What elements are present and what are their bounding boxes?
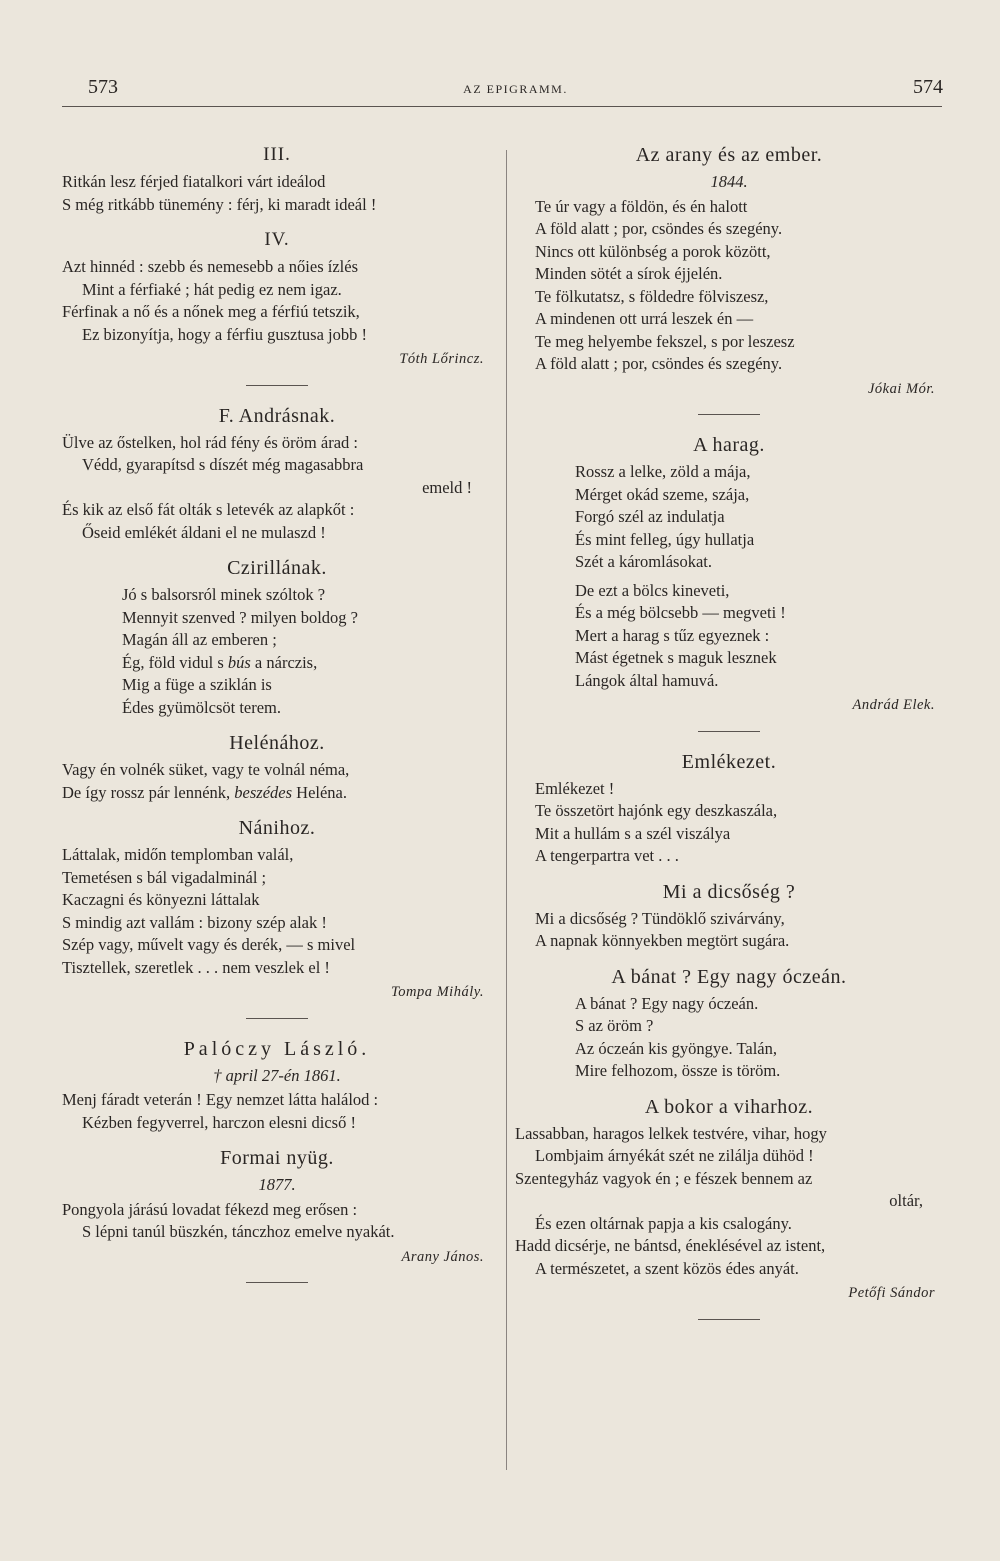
poem-line: Szép vagy, művelt vagy és derék, — s mivel	[62, 935, 356, 954]
poem-line: Mérget okád szeme, szája,	[575, 484, 750, 504]
poem-line: Szentegyház vagyok én ; e fészek bennem az	[515, 1168, 813, 1188]
poem-line-part: Heléna.	[296, 782, 348, 802]
emphasized-word: bús	[227, 652, 251, 672]
poem-line: Mert a harag s tűz egyeznek :	[575, 625, 770, 645]
poem-line: Az óczeán kis gyöngye. Talán,	[575, 1038, 777, 1058]
page-number-right: 574	[913, 76, 943, 98]
poem-title: F. Andrásnak.	[218, 404, 336, 427]
poem-line-part: a nárczis,	[254, 652, 318, 672]
poem	[62, 584, 492, 719]
poem-line: A tengerpartra vet . . .	[535, 846, 679, 865]
poem-line: A mindenen ott urrá leszek én —	[535, 309, 754, 328]
poem	[62, 1089, 492, 1134]
section-heading: III.	[263, 144, 291, 165]
poem-subtitle: † april 27-én 1861.	[213, 1065, 341, 1085]
poem-line: Hadd dicsérje, ne bántsd, éneklésével az istent,	[515, 1236, 826, 1255]
poem-subtitle: 1877.	[258, 1175, 296, 1194]
poem-line: Magán áll az emberen ;	[122, 630, 277, 649]
poem-line: Te fölkutatsz, s földedre fölviszesz,	[535, 286, 769, 306]
poem-line: S még ritkább tünemény : férj, ki maradt ideál !	[62, 194, 377, 214]
poem-line: Mit a hullám s a szél viszálya	[535, 823, 731, 843]
poem-line: Nincs ott különbség a porok között,	[535, 241, 771, 261]
poem-line: Férfinak a nő és a nőnek meg a férfiú tetszik,	[62, 302, 360, 321]
running-title: AZ EPIGRAMM.	[463, 82, 568, 96]
poem	[515, 461, 943, 692]
poem-line: A bánat ? Egy nagy óczeán.	[575, 993, 759, 1013]
poem-author: Andrád Elek.	[852, 697, 935, 713]
poem-subtitle: 1844.	[710, 172, 748, 191]
poem-line: Forgó szél az indulatja	[575, 507, 725, 526]
poem-author: Tompa Mihály.	[391, 984, 484, 1000]
poem	[62, 171, 492, 216]
poem-line: Ritkán lesz férjed fiatalkori várt ideálod	[62, 172, 326, 191]
poem-title: Mi a dicsőség ?	[662, 880, 796, 903]
section-heading: IV.	[264, 229, 290, 250]
poem	[515, 993, 943, 1083]
poem-line: Tisztellek, szeretlek . . . nem veszlek el !	[62, 957, 330, 977]
page-number-left: 573	[88, 76, 118, 98]
poem-line: Mi a dicsőség ? Tündöklő szivárvány,	[535, 908, 785, 928]
poem-line: A föld alatt ; por, csöndes és szegény.	[535, 219, 783, 238]
poem-line: Te úr vagy a földön, és én halott	[535, 196, 748, 216]
section-rule	[698, 731, 760, 732]
header-rule	[62, 106, 942, 107]
poem-line: Mig a füge a sziklán is	[122, 675, 272, 694]
poem	[515, 196, 943, 376]
poem	[515, 778, 943, 868]
emphasized-word: beszédes	[234, 782, 293, 802]
poem-line: Kaczagni és könyezni láttalak	[62, 890, 260, 909]
poem-line	[62, 782, 492, 805]
poem-line: Mást égetnek s maguk lesznek	[575, 648, 777, 667]
poem	[62, 256, 492, 346]
poem-line: S lépni tanúl büszkén, tánczhoz emelve nyakát.	[82, 1222, 395, 1241]
poem-line: Minden sötét a sírok éjjelén.	[535, 264, 723, 283]
poem-line: Kézben fegyverrel, harczon elesni dicső !	[82, 1112, 356, 1132]
poem-line: Vagy én volnék süket, vagy te volnál néma,	[62, 760, 350, 779]
poem-author: Jókai Mór.	[867, 380, 935, 397]
section-rule	[246, 385, 308, 386]
section-rule	[698, 414, 760, 415]
poem-line: oltár,	[889, 1191, 923, 1210]
poem-line	[62, 652, 492, 675]
poem-line: És kik az első fát olták s letevék az alapkőt :	[62, 500, 355, 519]
poem-line: Jó s balsorsról minek szóltok ?	[122, 585, 326, 604]
poem-line: Szét a káromlásokat.	[575, 552, 712, 571]
poem-line: De ezt a bölcs kineveti,	[575, 580, 730, 600]
poem-title: Palóczy László.	[183, 1037, 371, 1060]
poem-line: A föld alatt ; por, csöndes és szegény.	[535, 354, 783, 373]
poem-line: Védd, gyarapítsd s díszét még magasabbra	[82, 455, 364, 474]
poem-line: És ezen oltárnak papja a kis csalogány.	[535, 1213, 792, 1233]
poem-line: És a még bölcsebb — megveti !	[575, 603, 786, 622]
poem	[515, 1123, 943, 1281]
poem-line: Láttalak, midőn templomban valál,	[62, 845, 294, 864]
column-divider	[506, 150, 507, 1470]
poem-line: Édes gyümölcsöt terem.	[122, 697, 282, 717]
poem-line: emeld !	[422, 477, 472, 497]
poem-title: Czirillának.	[227, 557, 327, 579]
poem-line: És mint felleg, úgy hullatja	[575, 529, 755, 549]
poem-line: Te meg helyembe fekszel, s por leszesz	[535, 331, 795, 351]
poem-line: Lassabban, haragos lelkek testvére, vihar, hogy	[515, 1123, 827, 1143]
poem-line: S mindig azt vallám : bizony szép alak !	[62, 912, 327, 932]
poem-line: Mire felhozom, össze is töröm.	[575, 1061, 781, 1080]
poem-title: A bánat ? Egy nagy óczeán.	[611, 965, 847, 988]
section-rule	[698, 1319, 760, 1320]
poem-line: Temetésen s bál vigadalminál ;	[62, 867, 267, 887]
poem-author: Arany János.	[401, 1248, 484, 1265]
poem-line: Ez bizonyítja, hogy a férfiu gusztusa jobb !	[82, 324, 368, 344]
poem-line: Emlékezet !	[535, 778, 615, 798]
poem-line: Menj fáradt veterán ! Egy nemzet látta halálod :	[62, 1090, 379, 1109]
poem	[62, 844, 492, 979]
poem-title: Nánihoz.	[238, 817, 316, 839]
poem-line: Rossz a lelke, zöld a mája,	[575, 462, 751, 481]
page-header	[88, 76, 943, 106]
poem-line: Mennyit szenved ? milyen boldog ?	[122, 607, 358, 627]
poem-line: S az öröm ?	[575, 1016, 654, 1035]
poem	[62, 759, 492, 804]
poem-line: Mint a férfiaké ; hát pedig ez nem igaz.	[82, 279, 342, 299]
poem-line-part: Ég, föld vidul s	[122, 652, 224, 672]
poem-line: Azt hinnéd : szebb és nemesebb a nőies ízlés	[62, 257, 358, 276]
poem-author: Petőfi Sándor	[848, 1285, 935, 1301]
poem-line: Ülve az őstelken, hol rád fény és öröm árad :	[62, 432, 358, 452]
poem-line: Te összetört hajónk egy deszkaszála,	[535, 801, 778, 820]
left-column	[62, 143, 492, 1301]
poem-line-part: De így rossz pár lennénk,	[62, 782, 231, 802]
poem-title: Az arany és az ember.	[635, 144, 823, 166]
poem	[515, 908, 943, 953]
poem-title: A bokor a viharhoz.	[644, 1095, 814, 1118]
section-rule	[246, 1018, 308, 1019]
poem-line: A természetet, a szent közös édes anyát.	[535, 1258, 799, 1278]
poem-line: Őseid emlékét áldani el ne mulaszd !	[82, 522, 326, 542]
poem-title: A harag.	[693, 434, 765, 456]
poem-title: Emlékezet.	[681, 750, 777, 773]
poem-title: Formai nyüg.	[220, 1147, 334, 1169]
right-column	[515, 143, 943, 1338]
poem-line: Pongyola járású lovadat fékezd meg erősen :	[62, 1199, 358, 1219]
poem-title: Helénához.	[229, 732, 325, 754]
poem-author: Tóth Lőrincz.	[399, 351, 484, 367]
poem-line: Lángok által hamuvá.	[575, 670, 719, 690]
section-rule	[246, 1282, 308, 1283]
poem-line: A napnak könnyekben megtört sugára.	[535, 931, 790, 950]
poem	[62, 1199, 492, 1244]
poem-line: Lombjaim árnyékát szét ne zilálja dühöd !	[535, 1146, 814, 1165]
poem	[62, 432, 492, 545]
